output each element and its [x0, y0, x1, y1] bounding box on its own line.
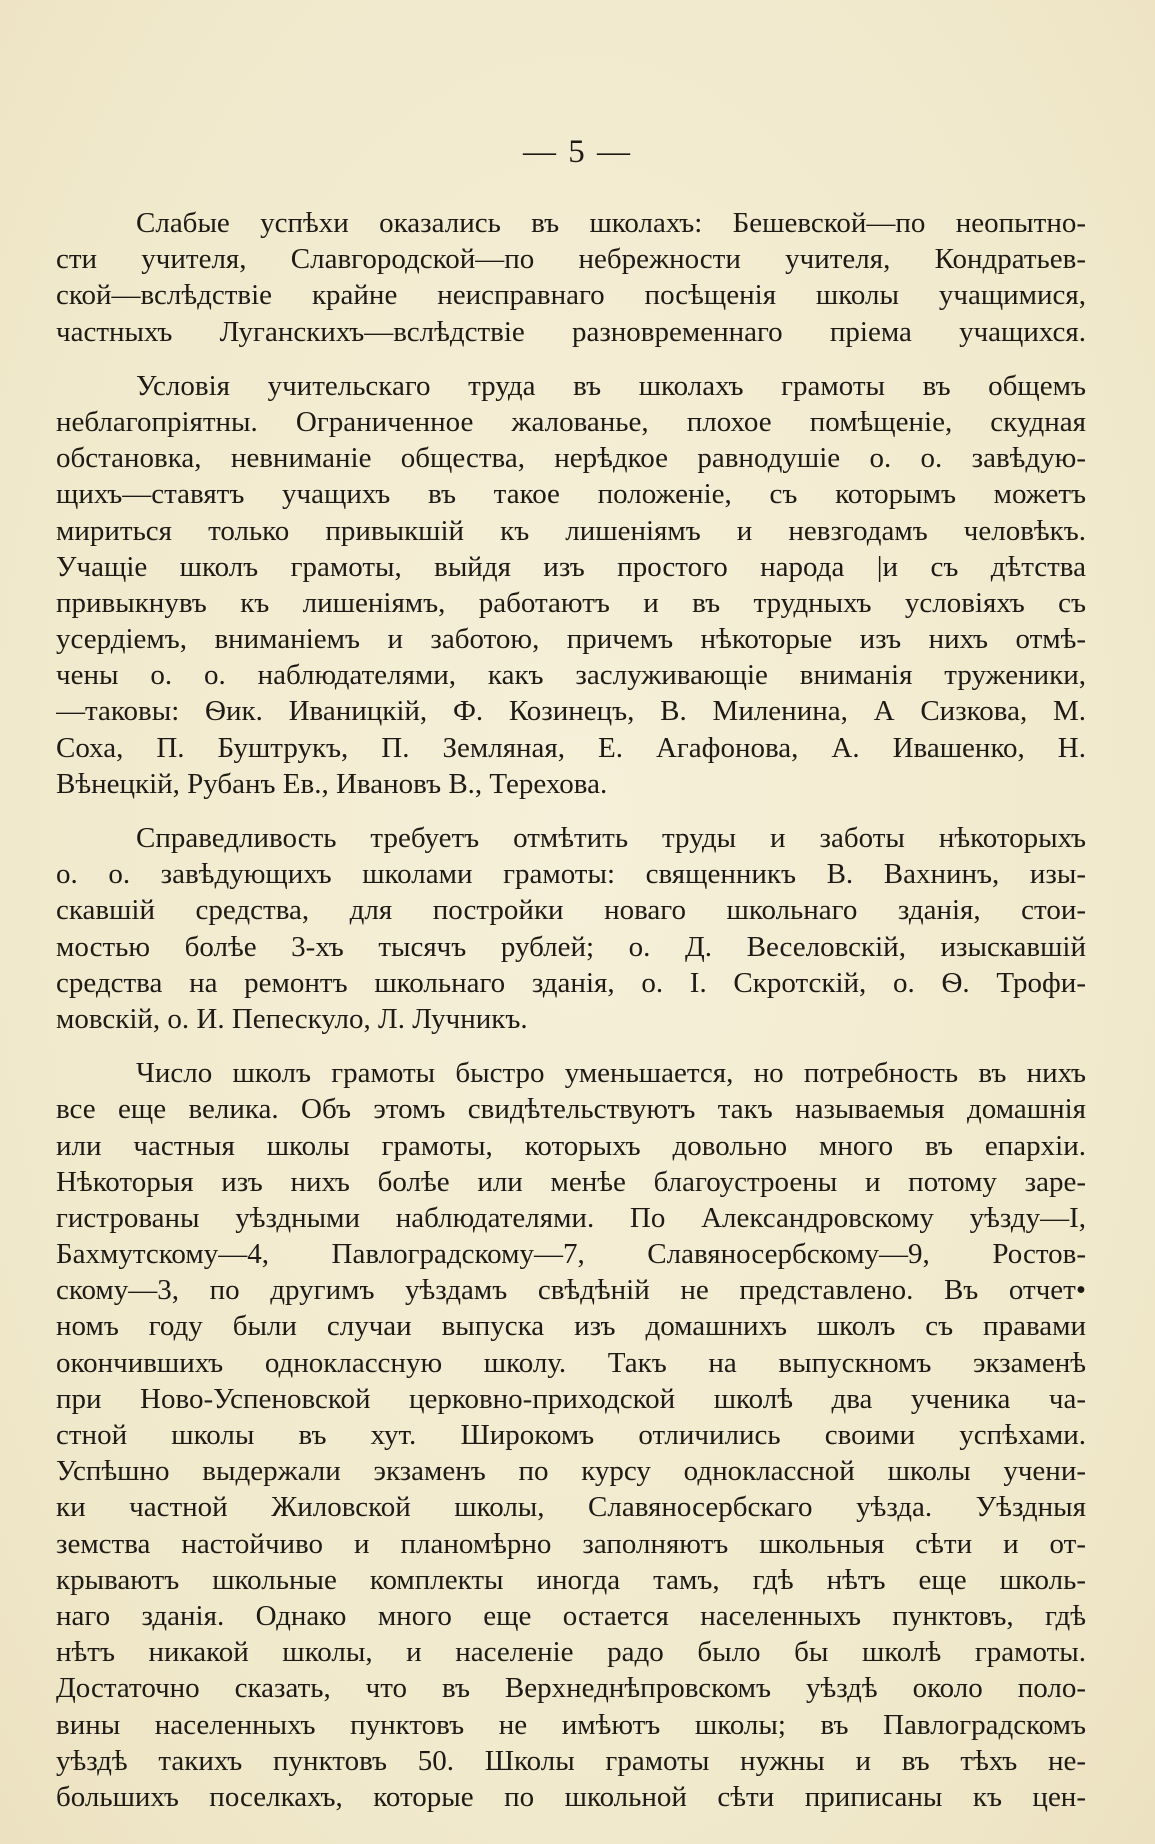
text-line: мовскій, о. И. Пепескуло, Л. Лучникъ. — [56, 1002, 528, 1035]
text-line: Успѣшно выдержали экзаменъ по курсу одноклассной школы учени- — [56, 1455, 1086, 1488]
text-line: Вѣнецкій, Рубанъ Ев., Ивановъ В., Терехова. — [56, 767, 608, 800]
body-text — [56, 205, 1086, 1833]
text-line: неблагопріятны. Ограниченное жалованье, плохое помѣщеніе, скудная — [56, 405, 1086, 438]
text-line: нѣтъ никакой школы, и населеніе радо было бы школѣ грамоты. — [56, 1636, 1086, 1669]
text-line: Учащіе школъ грамоты, выйдя изъ простого народа |и съ дѣтства — [56, 550, 1086, 583]
text-line: обстановка, невниманіе общества, нерѣдкое равнодушіе о. о. завѣдую- — [56, 442, 1086, 475]
text-line: номъ году были случаи выпуска изъ домашнихъ школъ съ правами — [56, 1310, 1086, 1343]
text-line: гистрованы уѣздными наблюдателями. По Александровскому уѣзду—І, — [56, 1201, 1086, 1234]
text-line: Бахмутскому—4, Павлоградскому—7, Славяносербскому—9, Ростов- — [56, 1238, 1086, 1271]
text-line: ской—вслѣдствіе крайне неисправнаго посѣщенія школы учащимися, — [56, 279, 1086, 312]
text-line: Слабые успѣхи оказались въ школахъ: Бешевской—по неопытно- — [136, 207, 1086, 239]
text-line: при Ново-Успеновской церковно-приходской школѣ два ученика ча- — [56, 1382, 1086, 1415]
text-line: стной школы въ хут. Широкомъ отличились своими успѣхами. — [56, 1419, 1086, 1451]
text-line: —таковы: Ѳик. Иваницкій, Ф. Козинецъ, В. Миленина, А Сизкова, М. — [56, 695, 1086, 728]
text-line: Нѣкоторыя изъ нихъ болѣе или менѣе благоустроены и потому заре- — [56, 1165, 1086, 1198]
text-line: средства на ремонтъ школьнаго зданія, о. І. Скротскій, о. Ѳ. Трофи- — [56, 966, 1086, 999]
paragraph — [56, 820, 1086, 1037]
text-line: наго зданія. Однако много еще остается населенныхъ пунктовъ, гдѣ — [56, 1599, 1086, 1632]
paragraph — [56, 1055, 1086, 1815]
text-line: привыкнувъ къ лишеніямъ, работаютъ и въ трудныхъ условіяхъ съ — [56, 586, 1086, 619]
text-line: уѣздѣ такихъ пунктовъ 50. Школы грамоты нужны и въ тѣхъ не- — [56, 1744, 1086, 1777]
text-line: земства настойчиво и планомѣрно заполняютъ школьныя сѣти и от- — [56, 1527, 1086, 1560]
text-line: Справедливость требуетъ отмѣтить труды и заботы нѣкоторыхъ — [136, 822, 1086, 854]
text-line: большихъ поселкахъ, которые по школьной сѣти приписаны къ цен- — [56, 1780, 1086, 1813]
page-number: — 5 — — [523, 134, 632, 170]
paragraph — [56, 368, 1086, 802]
text-line: вины населенныхъ пунктовъ не имѣютъ школы; въ Павлоградскомъ — [56, 1708, 1086, 1741]
text-line: или частныя школы грамоты, которыхъ довольно много въ епархіи. — [56, 1129, 1086, 1162]
text-line: Достаточно сказать, что въ Верхнеднѣпровскомъ уѣздѣ около поло- — [56, 1672, 1086, 1705]
text-line: ки частной Жиловской школы, Славяносербскаго уѣзда. Уѣздныя — [56, 1491, 1086, 1524]
text-line: крываютъ школьные комплекты иногда тамъ, гдѣ нѣтъ еще школь- — [56, 1563, 1086, 1596]
text-line: чены о. о. наблюдателями, какъ заслуживающіе вниманія труженики, — [56, 659, 1086, 692]
text-line: скавшій средства, для постройки новаго школьнаго зданія, стои- — [56, 894, 1086, 927]
text-line: о. о. завѣдующихъ школами грамоты: священникъ В. Вахнинъ, изы- — [56, 858, 1086, 891]
text-line: щихъ—ставятъ учащихъ въ такое положеніе, съ которымъ можетъ — [56, 478, 1086, 511]
text-line: все еще велика. Объ этомъ свидѣтельствуютъ такъ называемыя домашнія — [56, 1093, 1086, 1126]
text-line: мириться только привыкшій къ лишеніямъ и невзгодамъ человѣкъ. — [56, 514, 1086, 547]
text-line: окончившихъ одноклассную школу. Такъ на выпускномъ экзаменѣ — [56, 1346, 1086, 1379]
text-line: сти учителя, Славгородской—по небрежности учителя, Кондратьев- — [56, 243, 1086, 276]
text-line: скому—3, по другимъ уѣздамъ свѣдѣній не представлено. Въ отчет• — [56, 1274, 1086, 1307]
text-line: усердіемъ, вниманіемъ и заботою, причемъ нѣкоторые изъ нихъ отмѣ- — [56, 623, 1086, 656]
paragraph — [56, 205, 1086, 350]
text-line: Число школъ грамоты быстро уменьшается, но потребность въ нихъ — [136, 1057, 1086, 1090]
text-line: частныхъ Луганскихъ—вслѣдствіе разновременнаго пріема учащихся. — [56, 315, 1086, 348]
text-line: мостью болѣе 3-хъ тысячъ рублей; о. Д. Веселовскій, изыскавшій — [56, 930, 1086, 963]
text-line: Соха, П. Буштрукъ, П. Земляная, Е. Агафонова, А. Ивашенко, Н. — [56, 731, 1086, 764]
text-line: Условія учительскаго труда въ школахъ грамоты въ общемъ — [136, 369, 1086, 402]
